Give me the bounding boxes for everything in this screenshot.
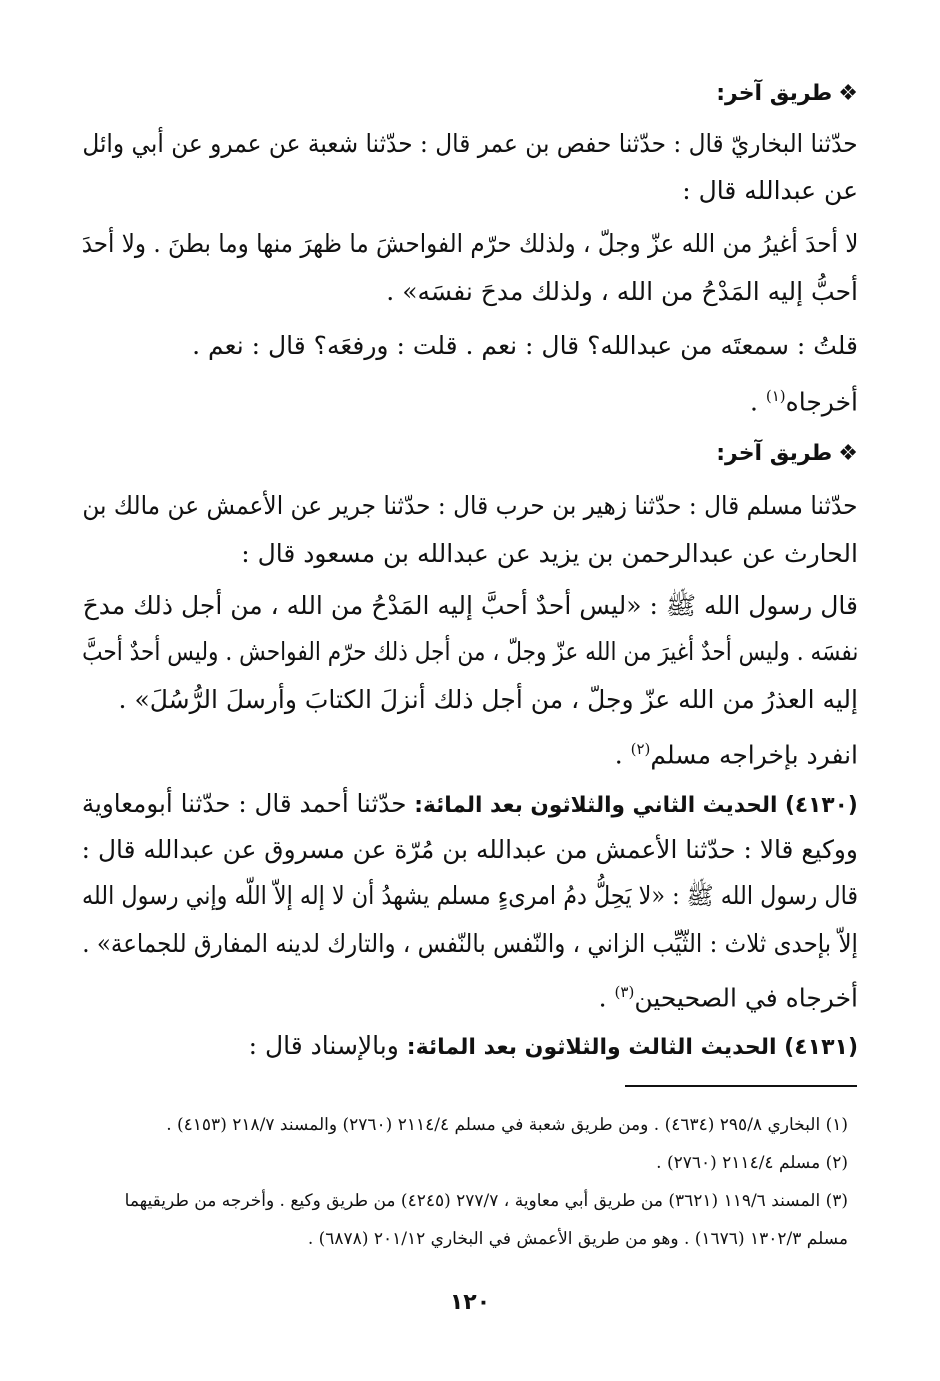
- hadith-heading-line: [249, 1030, 858, 1064]
- text-span: .: [614, 740, 631, 770]
- text-span: وبالإسناد قال :: [248, 1031, 407, 1060]
- text-line: [615, 733, 858, 771]
- text-line: [750, 380, 858, 418]
- footnote-1: (١) البخاري ٢٩٥/٨ (٤٦٣٤) . ومن طريق شعبة في مسلم ٢١١٤/٤ (٢٧٦٠) والمسند ٢١٨/٧ (٤١٥٣) .: [166, 1115, 848, 1135]
- text-line: [599, 976, 858, 1014]
- text-span: انفرد بإخراجه مسلم: [650, 740, 858, 770]
- text-line: قال رسول الله ﷺ : «لا يَحِلُّ دمُ امرىءٍ مسلم يشهدُ أن لا إله إلاّ اللّه وإني رسول الله: [81, 881, 858, 910]
- footnote-divider: [625, 1085, 857, 1087]
- footnote-marker[interactable]: (١): [765, 387, 786, 405]
- text-line: ووكيع قالا : حدّثنا الأعمش من عبدالله بن مُرّة عن مسروق عن عبدالله قال :: [81, 835, 858, 864]
- text-line: أحبُّ إليه المَدْحُ من الله ، ولذلك مدحَ نفسَه» .: [386, 277, 858, 306]
- footnote-3-continued: مسلم ١٣٠٢/٣ (١٦٧٦) . وهو من طريق الأعمش في البخاري ٢٠١/١٢ (٦٨٧٨) .: [307, 1229, 848, 1249]
- diamond-bullet-icon: ❖: [838, 81, 858, 106]
- text-line: الحارث عن عبدالرحمن بن يزيد عن عبدالله بن مسعود قال :: [241, 539, 858, 568]
- text-line: عن عبدالله قال :: [682, 176, 858, 205]
- text-span: حدّثنا أحمد قال : حدّثنا أبومعاوية: [82, 789, 415, 818]
- text-span: .: [598, 983, 615, 1013]
- text-span: .: [749, 387, 766, 417]
- hadith-heading-line: [82, 788, 858, 822]
- page-number: ١٢٠: [449, 1290, 491, 1315]
- text-line: قلتُ : سمعتَه من عبدالله؟ قال : نعم . قلت : ورفعَه؟ قال : نعم .: [192, 331, 858, 360]
- footnote-3: (٣) المسند ١١٩/٦ (٣٦٢١) من طريق أبي معاوية ، ٢٧٧/٧ (٤٢٤٥) من طريق وكيع . وأخرجه من طريقيهما: [124, 1191, 848, 1211]
- text-line: نفسَه . وليس أحدٌ أغيرَ من الله عزّ وجلّ ، من أجل ذلك حرّم الفواحش . وليس أحدٌ أحبَّ: [81, 637, 858, 666]
- hadith-number-title: (٤١٣٠) الحديث الثاني والثلاثون بعد المائة:: [414, 793, 858, 818]
- text-span: أخرجاه في الصحيحين: [634, 983, 858, 1013]
- section-heading: ❖طريق آخر:: [716, 78, 858, 110]
- text-line: قال رسول الله ﷺ : «ليس أحدٌ أحبَّ إليه المَدْحُ من الله ، من أجل ذلك مدحَ: [82, 591, 858, 620]
- section-heading: ❖طريق آخر:: [716, 438, 858, 470]
- footnote-marker[interactable]: (٣): [614, 983, 635, 1001]
- text-line: لا أحدَ أغيرُ من الله عزّ وجلّ ، ولذلك حرّم الفواحشَ ما ظهرَ منها وما بطنَ . ولا أحدَ: [81, 229, 858, 258]
- footnote-2: (٢) مسلم ٢١١٤/٤ (٢٧٦٠) .: [656, 1153, 848, 1173]
- diamond-bullet-icon: ❖: [838, 441, 858, 466]
- hadith-number-title: (٤١٣١) الحديث الثالث والثلاثون بعد المائة:: [406, 1035, 858, 1060]
- text-line: إلاّ بإحدى ثلاث : الثّيِّب الزاني ، والنّفس بالنّفس ، والتارك لدينه المفارق للجماعة» .: [82, 929, 858, 958]
- text-line: حدّثنا مسلم قال : حدّثنا زهير بن حرب قال : حدّثنا جرير عن الأعمش عن مالك بن: [82, 491, 858, 520]
- text-line: حدّثنا البخاريّ قال : حدّثنا حفص بن عمر قال : حدّثنا شعبة عن عمرو عن أبي وائل: [82, 129, 858, 158]
- text-line: إليه العذرُ من الله عزّ وجلّ ، من أجل ذلك أنزلَ الكتابَ وأرسلَ الرُّسُلَ» .: [118, 685, 858, 714]
- footnote-marker[interactable]: (٢): [630, 740, 651, 758]
- text-span: أخرجاه: [785, 387, 858, 417]
